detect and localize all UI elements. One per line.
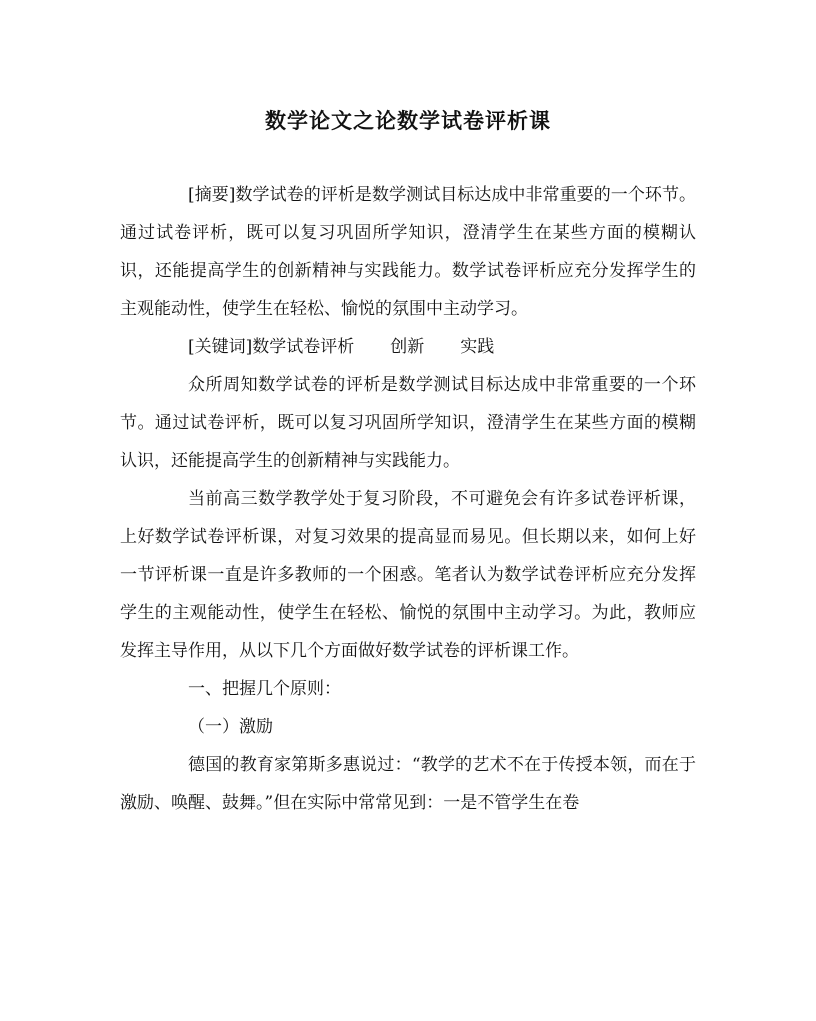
abstract-paragraph: [摘要]数学试卷的评析是数学测试目标达成中非常重要的一个环节。通过试卷评析，既可以复习巩固所学知识，澄清学生在某些方面的模糊认识，还能提高学生的创新精神与实践能力。数学试卷评析应充分发挥学生的主观能动性，使学生在轻松、愉悦的氛围中主动学习。 bbox=[120, 185, 696, 319]
document-body bbox=[120, 176, 696, 822]
keyword-practice: 实践 bbox=[460, 337, 495, 357]
body-paragraph: 当前高三数学教学处于复习阶段，不可避免会有许多试卷评析课，上好数学试卷评析课，对复习效果的提高显而易见。但长期以来，如何上好一节评析课一直是许多教师的一个困惑。笔者认为数学试卷评析应充分发挥学生的主观能动性，使学生在轻松、愉悦的氛围中主动学习。为此，教师应发挥主导作用，从以下几个方面做好数学试卷的评析课工作。 bbox=[120, 489, 696, 661]
subsection-heading: （一）激励 bbox=[188, 717, 273, 737]
body-paragraph: 众所周知数学试卷的评析是数学测试目标达成中非常重要的一个环节。通过试卷评析，既可以复习巩固所学知识，澄清学生在某些方面的模糊认识，还能提高学生的创新精神与实践能力。 bbox=[120, 375, 696, 471]
document-title: 数学论文之论数学试卷评析课 bbox=[265, 108, 551, 133]
keyword-innovation: 创新 bbox=[390, 337, 425, 357]
keywords-line bbox=[120, 328, 696, 366]
keywords-label: [关键词]数学试卷评析 bbox=[188, 337, 355, 357]
section-heading: 一、把握几个原则： bbox=[188, 679, 341, 699]
body-paragraph: 德国的教育家第斯多惠说过：“教学的艺术不在于传授本领，而在于激励、唤醒、鼓舞。”但在实际中常常见到：一是不管学生在卷 bbox=[120, 755, 696, 813]
